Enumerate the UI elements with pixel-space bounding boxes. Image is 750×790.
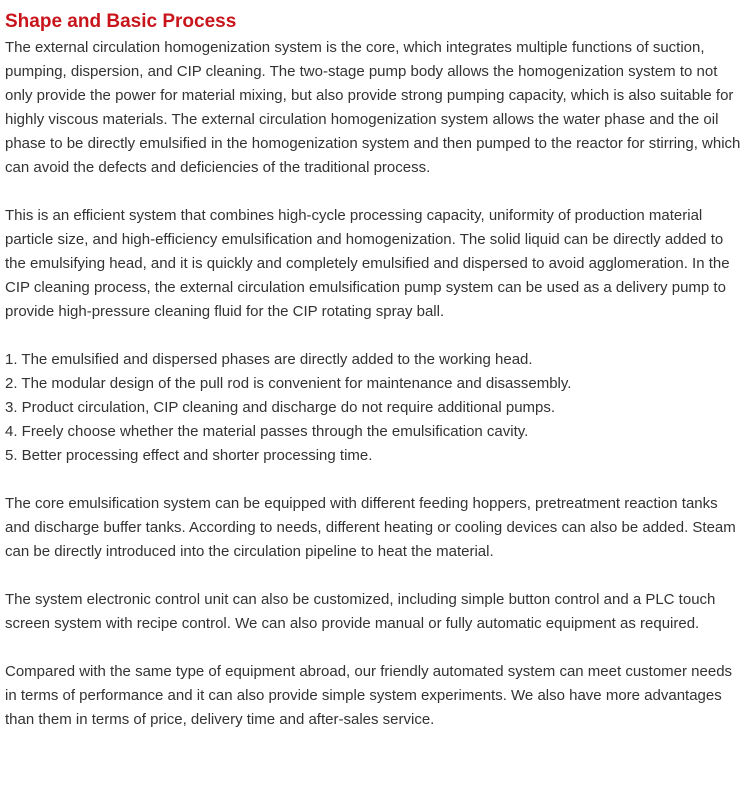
list-item: 1. The emulsified and dispersed phases are directly added to the working head.	[5, 351, 533, 368]
section-title: Shape and Basic Process	[5, 11, 237, 32]
list-item: 5. Better processing effect and shorter processing time.	[5, 447, 373, 464]
paragraph-control-unit: The system electronic control unit can also be customized, including simple button control and a PLC touch screen system with recipe control. We can also provide manual or fully automatic equipment as required.	[5, 591, 716, 632]
paragraph-comparison: Compared with the same type of equipment abroad, our friendly automated system can meet customer needs in terms of performance and it can also provide simple system experiments. We also have more advantages than them in terms of price, delivery time and after-sales service.	[5, 663, 733, 728]
paragraph-intro: The external circulation homogenization system is the core, which integrates multiple functions of suction, pumping, dispersion, and CIP cleaning. The two-stage pump body allows the homogenization system to not only provide the power for material mixing, but also provide strong pumping capacity, which is also suitable for highly viscous materials. The external circulation homogenization system allows the water phase and the oil phase to be directly emulsified in the homogenization system and then pumped to the reactor for stirring, which can avoid the defects and deficiencies of the traditional process.	[5, 39, 741, 176]
list-item: 2. The modular design of the pull rod is convenient for maintenance and disassembly.	[5, 375, 572, 392]
paragraph-equipment: The core emulsification system can be equipped with different feeding hoppers, pretreatment reaction tanks and discharge buffer tanks. According to needs, different heating or cooling devices can also be added. Steam can be directly introduced into the circulation pipeline to heat the material.	[5, 495, 736, 560]
feature-list	[5, 348, 745, 468]
list-item: 4. Freely choose whether the material passes through the emulsification cavity.	[5, 423, 529, 440]
list-item: 3. Product circulation, CIP cleaning and discharge do not require additional pumps.	[5, 399, 556, 416]
paragraph-efficiency: This is an efficient system that combines high-cycle processing capacity, uniformity of production material particle size, and high-efficiency emulsification and homogenization. The solid liquid can be directly added to the emulsifying head, and it is quickly and completely emulsified and dispersed to avoid agglomeration. In the CIP cleaning process, the external circulation emulsification pump system can be used as a delivery pump to provide high-pressure cleaning fluid for the CIP rotating spray ball.	[5, 207, 730, 320]
